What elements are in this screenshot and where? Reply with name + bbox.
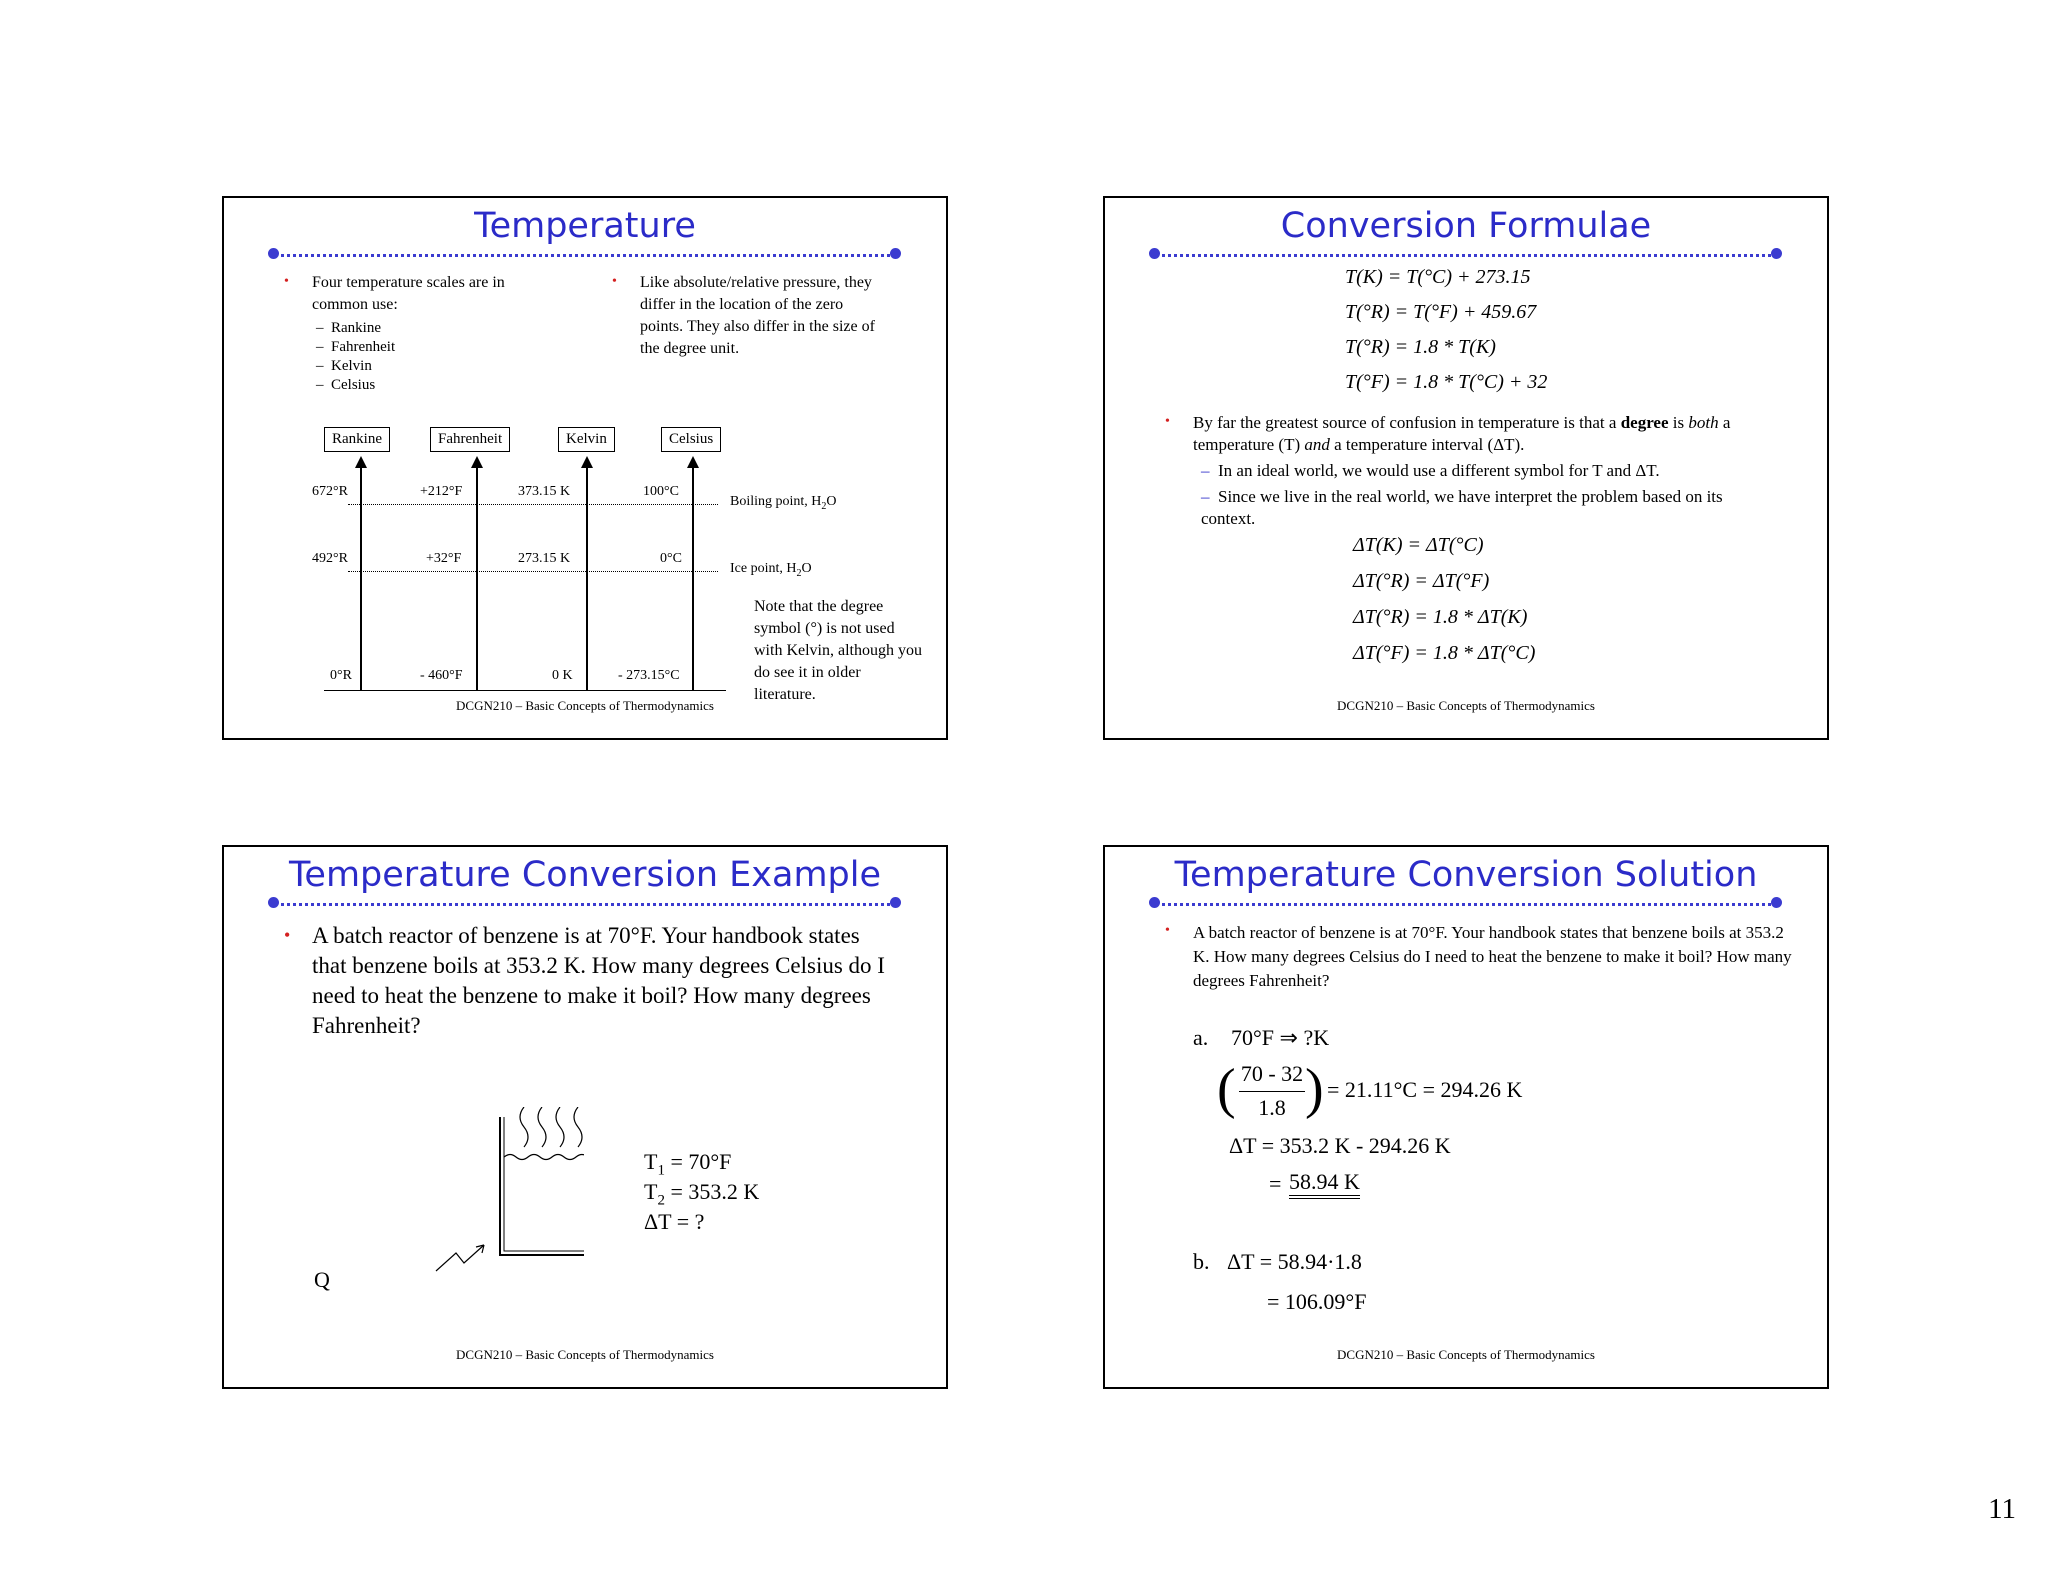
rule-dot bbox=[1149, 897, 1160, 908]
baseline bbox=[324, 690, 726, 691]
bullet-icon: • bbox=[1165, 923, 1170, 938]
scale-item: – Celsius bbox=[316, 377, 376, 393]
scale-box-kelvin: Kelvin bbox=[558, 427, 615, 452]
slide-conversion-solution bbox=[1103, 845, 1829, 1389]
t1-line: $T_1 = 70^\circ F$ bbox=[644, 1149, 732, 1179]
boiling-celsius: 100°C bbox=[643, 484, 679, 499]
heat-label: Q bbox=[314, 1267, 330, 1292]
slide-footer: DCGN210 – Basic Concepts of Thermodynamics bbox=[1337, 698, 1595, 713]
paren-right: ) bbox=[1305, 1058, 1324, 1120]
bullet-icon: • bbox=[1165, 414, 1170, 429]
fraction-numerator: 70 - 32 bbox=[1240, 1061, 1304, 1086]
rule-dot bbox=[890, 897, 901, 908]
boiling-fahrenheit: +212°F bbox=[420, 484, 463, 499]
scale-line bbox=[360, 466, 362, 690]
slide-conversion-formulae bbox=[1103, 196, 1829, 740]
zero-rankine: 0°R bbox=[330, 668, 352, 683]
part-b-line: ΔT = 58.94·1.8 bbox=[1227, 1249, 1362, 1274]
boiling-line bbox=[348, 504, 718, 505]
slide-conversion-example bbox=[222, 845, 948, 1389]
zero-celsius: - 273.15°C bbox=[618, 668, 680, 683]
part-b-label: b. bbox=[1193, 1249, 1210, 1274]
bullet-text: Four temperature scales are in common use: bbox=[312, 274, 505, 313]
scale-item: – Kelvin bbox=[316, 358, 372, 374]
delta-t-result: 58.94 K bbox=[1289, 1169, 1360, 1199]
rule-dot bbox=[1771, 248, 1782, 259]
rule-dot bbox=[268, 248, 279, 259]
bullet-icon: • bbox=[284, 274, 289, 289]
title-rule bbox=[1155, 903, 1777, 906]
scale-line bbox=[476, 466, 478, 690]
bullet-text: Like absolute/relative pressure, they differ in the location of the zero points. They also differ in the size of the degree unit. bbox=[640, 274, 875, 357]
rule-dot bbox=[890, 248, 901, 259]
rule-dot bbox=[1771, 897, 1782, 908]
scale-line bbox=[586, 466, 588, 690]
fraction-bar bbox=[1239, 1091, 1305, 1092]
delta-formula: ΔT(K) = ΔT(°C) bbox=[1353, 534, 1484, 556]
ice-line bbox=[348, 571, 718, 572]
delta-t-eq: = bbox=[1269, 1171, 1282, 1196]
bullet-icon: • bbox=[612, 274, 617, 289]
slide-title: Temperature Conversion Solution bbox=[1174, 855, 1758, 895]
slide-title: Temperature bbox=[474, 206, 696, 246]
slide-title: Temperature Conversion Example bbox=[288, 855, 882, 895]
ice-rankine: 492°R bbox=[312, 551, 348, 566]
part-b-result: = 106.09°F bbox=[1267, 1289, 1367, 1314]
scale-line bbox=[692, 466, 694, 690]
fraction-denominator: 1.8 bbox=[1258, 1095, 1286, 1120]
sub-bullet: – Since we live in the real world, we have interpret the problem based on its context. bbox=[1201, 487, 1723, 528]
scale-box-celsius: Celsius bbox=[661, 427, 721, 452]
scale-box-fahrenheit: Fahrenheit bbox=[430, 427, 510, 452]
bullet-icon: • bbox=[284, 925, 291, 945]
bullet-text: A batch reactor of benzene is at 70°F. Your handbook states that benzene boils at 353.2 K. How many degrees Celsius do I need to heat the benzene to make it boil? How many degrees Fahrenheit? bbox=[312, 923, 885, 1038]
formula: T(K) = T(°C) + 273.15 bbox=[1345, 266, 1531, 288]
zero-kelvin: 0 K bbox=[552, 668, 573, 683]
slide-footer: DCGN210 – Basic Concepts of Thermodynamics bbox=[1337, 1347, 1595, 1362]
delta-formula: ΔT(°R) = 1.8 * ΔT(K) bbox=[1353, 606, 1528, 628]
reactor-drawing bbox=[324, 1107, 584, 1327]
ice-fahrenheit: +32°F bbox=[426, 551, 462, 566]
rule-dot bbox=[1149, 248, 1160, 259]
delta-t-line: ΔT = 353.2 K - 294.26 K bbox=[1229, 1133, 1451, 1158]
part-a-line: 70°F ⇒ ?K bbox=[1231, 1025, 1330, 1050]
title-rule bbox=[1155, 254, 1777, 257]
fraction-result: = 21.11°C = 294.26 K bbox=[1327, 1077, 1523, 1102]
bullet-text: By far the greatest source of confusion in temperature is that a degree is both a temperature (T) and a temperature interval (ΔT). bbox=[1193, 413, 1731, 454]
formula: T(°F) = 1.8 * T(°C) + 32 bbox=[1345, 371, 1548, 393]
zero-fahrenheit: - 460°F bbox=[420, 668, 463, 683]
delta-formula: ΔT(°F) = 1.8 * ΔT(°C) bbox=[1353, 642, 1536, 664]
delta-formula: ΔT(°R) = ΔT(°F) bbox=[1353, 570, 1490, 592]
boiling-rankine: 672°R bbox=[312, 484, 348, 499]
title-rule bbox=[274, 254, 896, 257]
ice-label: Ice point, $H_2O$ bbox=[730, 561, 812, 579]
t2-line: $T_2 = 353.2$ K bbox=[644, 1179, 760, 1209]
formula: T(°R) = T(°F) + 459.67 bbox=[1345, 301, 1537, 323]
paren-left: ( bbox=[1217, 1058, 1236, 1120]
boiling-kelvin: 373.15 K bbox=[518, 484, 571, 499]
page-number: 11 bbox=[1988, 1493, 2016, 1525]
scale-item: – Fahrenheit bbox=[316, 339, 396, 355]
title-rule bbox=[274, 903, 896, 906]
bullet-text: A batch reactor of benzene is at 70°F. Your handbook states that benzene boils at 353.2 K. How many degrees Celsius do I need to heat the benzene to make it boil? How many degrees Fahrenheit? bbox=[1193, 923, 1792, 990]
scale-item: – Rankine bbox=[316, 320, 381, 336]
ice-kelvin: 273.15 K bbox=[518, 551, 571, 566]
slide-footer: DCGN210 – Basic Concepts of Thermodynamics bbox=[456, 698, 714, 713]
sub-bullet: – In an ideal world, we would use a different symbol for T and ΔT. bbox=[1201, 461, 1660, 480]
slide-footer: DCGN210 – Basic Concepts of Thermodynamics bbox=[456, 1347, 714, 1362]
ice-celsius: 0°C bbox=[660, 551, 682, 566]
formula: T(°R) = 1.8 * T(K) bbox=[1345, 336, 1496, 358]
boiling-label: Boiling point, $H_2O$ bbox=[730, 494, 837, 512]
scale-box-rankine: Rankine bbox=[324, 427, 390, 452]
delta-t-line: ΔT = ? bbox=[644, 1209, 705, 1234]
rule-dot bbox=[268, 897, 279, 908]
part-a-label: a. bbox=[1193, 1025, 1209, 1050]
kelvin-note: Note that the degree symbol (°) is not used with Kelvin, although you do see it in older literature. bbox=[754, 598, 922, 703]
slide-temperature bbox=[222, 196, 948, 740]
slide-title: Conversion Formulae bbox=[1280, 206, 1652, 246]
